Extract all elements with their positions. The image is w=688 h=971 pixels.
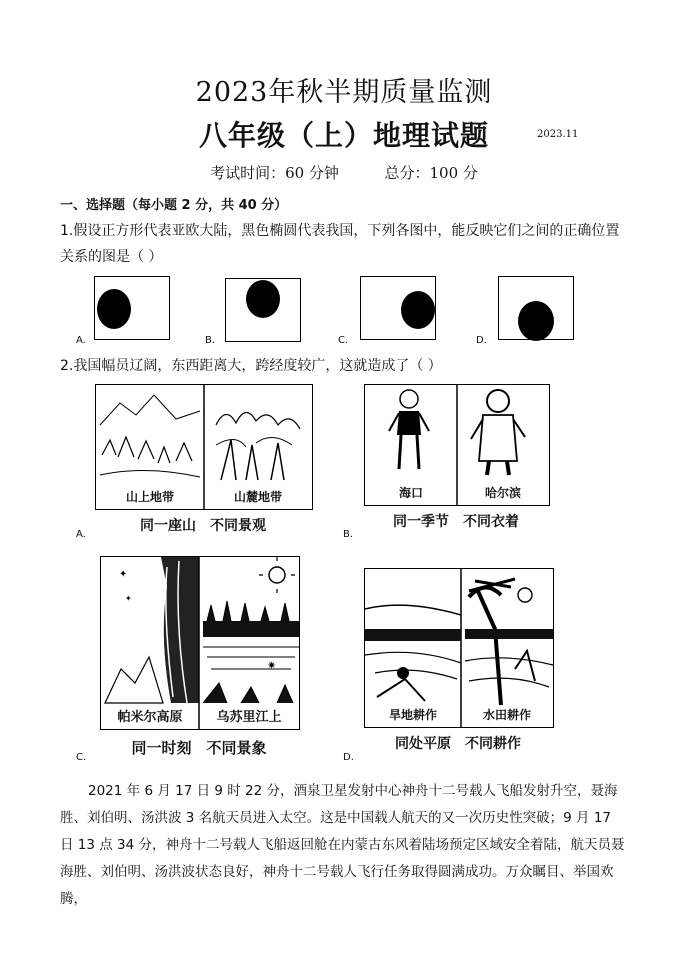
- q2-option-a-label: A.: [76, 529, 86, 540]
- q2-stem: 2.我国幅员辽阔，东西距离大，跨经度较广，这就造成了（ ）: [60, 358, 442, 374]
- q2-option-b-right-caption: 哈尔滨: [484, 486, 521, 500]
- q2-option-d-figure: [364, 568, 554, 728]
- q1-option-d-square: [498, 276, 574, 340]
- q2-option-b-left-caption: 海口: [398, 486, 423, 500]
- exam-meta: [0, 162, 688, 183]
- q1-option-c-square: [360, 276, 436, 340]
- exam-subtitle: 八年级（上）地理试题: [198, 119, 489, 152]
- svg-text:✦: ✦: [119, 569, 128, 580]
- q2-option-a-right-caption: 山麓地带: [233, 490, 282, 504]
- section-heading: 一、选择题（每小题 2 分，共 40 分）: [60, 198, 288, 213]
- q1-line2: 关系的图是（ ）: [60, 249, 163, 265]
- time-zone-scene-illustration: [101, 557, 299, 729]
- q1-option-a-label: A.: [76, 335, 86, 346]
- reading-passage: 2021 年 6 月 17 日 9 时 22 分，酒泉卫星发射中心神舟十二号载人飞船发射升空，聂海胜、刘伯明、汤洪波 3 名航天员进入太空。这是中国载人航天的又一次历史性突破；9 月 17 日 13 点 34 分，神舟十二号载人飞船返回舱在内蒙古东风着陆场预定区域安全着陆，航天员聂海胜、刘伯明、汤洪波状态良好，神舟十二号载人飞行任务取得圆满成功。万众瞩目、举国欢腾，: [60, 783, 625, 907]
- q1-option-d-label: D.: [476, 335, 487, 346]
- q1-line1: 1.假设正方形代表亚欧大陆，黑色椭圆代表我国，下列各图中，能反映它们之间的正确位置: [60, 223, 620, 239]
- q1-option-b-ellipse: [246, 280, 280, 318]
- q2-option-c-label: C.: [76, 752, 87, 763]
- q2-option-c-figure: [100, 556, 300, 730]
- svg-text:✷: ✷: [267, 659, 277, 672]
- q2-option-a-subtitle: 同一座山 不同景观: [140, 518, 266, 534]
- exam-date: 2023.11: [537, 129, 579, 140]
- q2-option-d-left-caption: 旱地耕作: [388, 708, 437, 722]
- q1-option-a-square: [94, 276, 170, 340]
- q1-option-b-square: [225, 278, 301, 342]
- q2-option-c-right-caption: 乌苏里江上: [216, 710, 282, 725]
- farming-comparison-illustration: [365, 569, 553, 727]
- q1-option-b-label: B.: [205, 335, 216, 346]
- q1-option-c-ellipse: [401, 291, 435, 329]
- exam-title: 2023年秋半期质量监测: [195, 77, 493, 108]
- q2-option-d-subtitle: 同处平原 不同耕作: [395, 736, 521, 752]
- q2-option-b-figure: [364, 384, 550, 506]
- q2-option-a-left-caption: 山上地带: [125, 490, 174, 504]
- q1-option-d-ellipse: [518, 301, 554, 341]
- q2-option-c-subtitle: 同一时刻 不同景象: [131, 739, 267, 757]
- q2-option-b-subtitle: 同一季节 不同衣着: [393, 514, 519, 530]
- q2-option-b-label: B.: [343, 529, 354, 540]
- q2-option-d-right-caption: 水田耕作: [482, 708, 531, 722]
- q2-option-a-figure: [95, 384, 313, 510]
- q1-option-a-ellipse: [97, 289, 131, 329]
- exam-time: 考试时间：60 分钟: [210, 164, 339, 182]
- q2-option-c-left-caption: 帕米尔高原: [117, 710, 183, 725]
- q1-option-c-label: C.: [338, 335, 349, 346]
- exam-score: 总分：100 分: [384, 164, 478, 182]
- svg-text:✦: ✦: [125, 594, 132, 603]
- q2-option-d-label: D.: [343, 752, 354, 763]
